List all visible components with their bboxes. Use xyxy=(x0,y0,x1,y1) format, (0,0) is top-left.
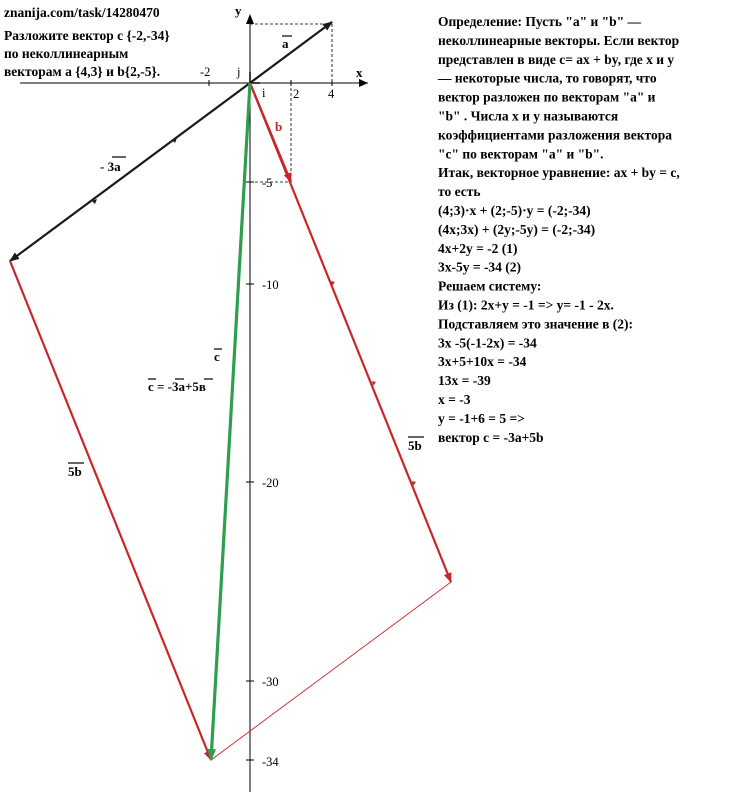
x-axis-arrow-icon xyxy=(359,79,368,87)
unit-j-label: j xyxy=(237,65,241,79)
unit-i-label: i xyxy=(262,86,266,100)
solution-line: то есть xyxy=(438,184,481,200)
source-url: znanija.com/task/14280470 xyxy=(4,5,160,20)
solution-line: вектор разложен по векторам "а" и xyxy=(438,89,656,105)
solution-line: y = -1+6 = 5 => xyxy=(438,410,525,426)
task-line-1: Разложите вектор c {-2,-34} xyxy=(4,28,170,43)
label-b: b xyxy=(275,119,283,134)
y-tick-label: -30 xyxy=(262,675,279,689)
solution-line: неколлинеарные векторы. Если вектор xyxy=(438,32,680,48)
solution-line: "с" по векторам "а" и "b". xyxy=(438,146,604,162)
x-tick-label: 2 xyxy=(293,87,300,101)
label-5b-right: 5b xyxy=(408,438,422,453)
solution-line: (4;3)·x + (2;-5)·y = (-2;-34) xyxy=(438,203,591,218)
y-tick-label: -20 xyxy=(262,476,279,490)
y-axis-arrow-icon xyxy=(246,14,254,24)
solution-line: коэффициентами разложения вектора xyxy=(438,127,672,143)
solution-line: Подставляем это значение в (2): xyxy=(438,316,634,332)
label-5b-left: 5b xyxy=(68,464,82,479)
vector-5b-right-arrow xyxy=(250,83,451,582)
solution-line: представлен в виде с= ах + by, где x и у xyxy=(438,51,675,67)
solution-text xyxy=(437,14,680,445)
solution-line: 4x+2y = -2 (1) xyxy=(438,240,518,256)
x-axis-label: x xyxy=(356,65,363,80)
solution-line: Решаем систему: xyxy=(438,278,542,294)
solution-line: 3x+5+10x = -34 xyxy=(438,354,527,370)
parallelogram-guide-line xyxy=(211,582,451,760)
label-a: a xyxy=(282,36,289,51)
label-minus-3a: - 3a xyxy=(100,159,121,174)
vector-c-arrow xyxy=(211,83,250,760)
y-tick-label: -34 xyxy=(262,755,279,769)
solution-line: x = -3 xyxy=(438,392,471,407)
task-line-2: по неколлинеарным xyxy=(4,46,129,61)
y-axis-label: y xyxy=(235,3,242,18)
solution-line: "b" . Числа x и у называются xyxy=(438,108,619,124)
task-line-3: векторам a {4,3} и b{2,-5}. xyxy=(4,64,161,79)
vector-5b-left-arrow xyxy=(10,261,211,760)
solution-line: (4x;3x) + (2y;-5y) = (-2;-34) xyxy=(438,221,596,237)
solution-line: Итак, векторное уравнение: ax + by = c, xyxy=(438,165,680,181)
vector-minus-3a-arrow xyxy=(10,83,250,261)
solution-line: Из (1): 2x+y = -1 => y= -1 - 2x. xyxy=(438,297,614,313)
label-c-equation: c = -3a+5в xyxy=(148,379,206,394)
solution-line: вектор с = -3a+5b xyxy=(438,429,544,445)
x-tick-label: 4 xyxy=(328,87,335,101)
y-tick-label: -10 xyxy=(262,278,279,292)
label-c: c xyxy=(214,349,220,364)
solution-line: 3x-5y = -34 (2) xyxy=(438,259,522,275)
solution-line: Определение: Пусть "а" и "b" — xyxy=(438,14,642,29)
solution-line: 13x = -39 xyxy=(438,373,491,389)
vector-a-arrow xyxy=(250,22,332,83)
x-tick-label: -2 xyxy=(200,65,211,79)
solution-line: — некоторые числа, то говорят, что xyxy=(438,70,657,86)
solution-line: 3x -5(-1-2x) = -34 xyxy=(438,335,537,351)
y-tick-label: -5 xyxy=(262,176,273,190)
